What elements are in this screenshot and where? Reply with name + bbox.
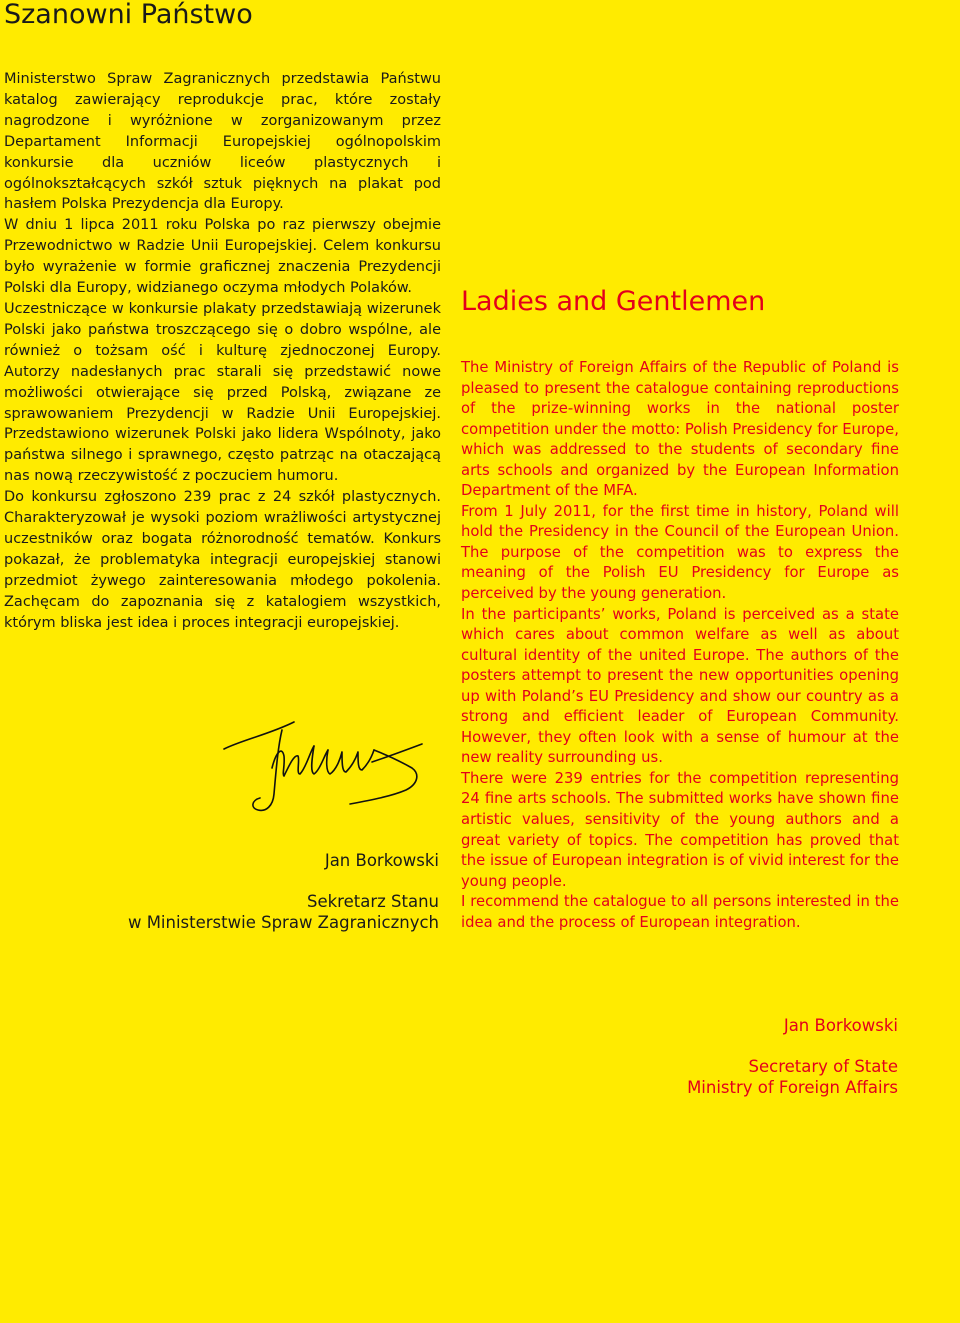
english-title: Ladies and Gentlemen [461, 286, 766, 317]
english-paragraph: There were 239 entries for the competition representing 24 fine arts schools. The submitted works have shown fine artistic values, sensitivity of the young authors and a great variety of topics. The competition has proved that the issue of European integration is of vivid interest for the young people. [461, 769, 899, 890]
english-signature-block [687, 1015, 898, 1098]
polish-letter-body [4, 69, 441, 633]
spacer [128, 871, 439, 891]
spacer [687, 1036, 898, 1056]
polish-title: Szanowni Państwo [4, 0, 253, 30]
english-signer-role: Secretary of State [748, 1057, 898, 1076]
polish-paragraph: Do konkursu zgłoszono 239 prac z 24 szkół plastycznych. Charakteryzował je wysoki poziom wrażliwości artystycznej uczestników oraz bogata różnorodność tematów. Konkurs pokazał, że problematyka integracji europejskiej stanowi przedmiot żywego zainteresowania młodego pokolenia. Zachęcam do zapoznania się z katalogiem wszystkich, którym bliska jest idea i proces integracji europejskiej. [4, 489, 441, 631]
polish-paragraph: Uczestniczące w konkursie plakaty przedstawiają wizerunek Polski jako państwa troszczącego się o dobro wspólne, ale również o tożsam ość i kulturę zjednoczonej Europy. Autorzy nadesłanych prac starali się przedstawić nowe możliwości otwierające się przed Polską, związane ze sprawowaniem Prezydencji w Radzie Unii Europejskiej. Przedstawiono wizerunek Polski jako lidera Wspólnoty, jako państwa silnego i sprawnego, często patrząc na otaczającą nas nową rzeczywistość z poczuciem humoru. [4, 300, 441, 485]
handwritten-signature [222, 716, 428, 816]
english-paragraph: The Ministry of Foreign Affairs of the Republic of Poland is pleased to present the catalogue containing reproductions of the prize-winning works in the national poster competition under the motto: Polish Presidency for Europe, which was addressed to the students of secondary fine arts schools and organized by the European Information Department of the MFA. [461, 359, 899, 500]
polish-paragraph: W dniu 1 lipca 2011 roku Polska po raz pierwszy obejmie Przewodnictwo w Radzie Unii Europejskiej. Celem konkursu było wyrażenie w formie graficznej znaczenia Prezydencji Polski dla Europy, widzianego oczyma młodych Polaków. [4, 217, 441, 297]
english-signer-institution: Ministry of Foreign Affairs [687, 1078, 898, 1097]
polish-signer-role: Sekretarz Stanu [307, 892, 439, 911]
polish-signer-institution: w Ministerstwie Spraw Zagranicznych [127, 913, 439, 932]
english-paragraph: From 1 July 2011, for the first time in history, Poland will hold the Presidency in the Council of the European Union. The purpose of the competition was to express the meaning of the Polish EU Presidency for Europe as perceived by the young generation. [461, 502, 899, 603]
english-signer-name: Jan Borkowski [783, 1016, 898, 1035]
polish-paragraph: Ministerstwo Spraw Zagranicznych przedstawia Państwu katalog zawierający reprodukcje prac, które zostały nagrodzone i wyróżnione w zorganizowanym przez Departament Informacji Europejskiej ogólnopolskim konkursie dla uczniów liceów plastycznych i ogólnokształcących szkół sztuk pięknych na plakat pod hasłem Polska Prezydencja dla Europy. [4, 71, 441, 213]
english-paragraph: In the participants’ works, Poland is perceived as a state which cares about common welfare as well as about cultural identity of the united Europe. The authors of the posters attempt to present the new opportunities opening up with Poland’s EU Presidency and show our country as a strong and efficient leader of European Community. However, they often look with a sense of humour at the new reality surrounding us. [461, 605, 899, 767]
polish-signer-name: Jan Borkowski [324, 851, 439, 870]
english-paragraph: I recommend the catalogue to all persons interested in the idea and the process of European integration. [461, 893, 899, 931]
english-letter-body [461, 358, 899, 933]
polish-signature-block [128, 850, 439, 933]
